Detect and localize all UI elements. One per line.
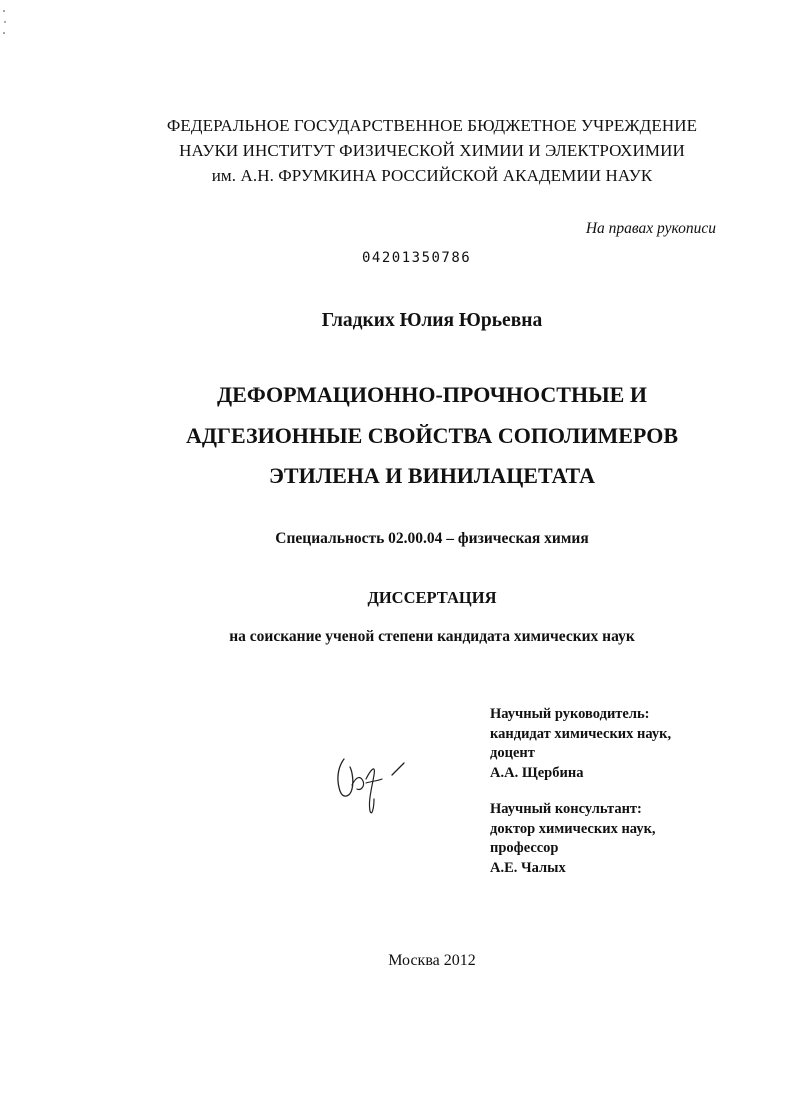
consultant-role: Научный консультант: <box>490 801 642 817</box>
organization-line-2: НАУКИ ИНСТИТУТ ФИЗИЧЕСКОЙ ХИМИИ И ЭЛЕКТРОХИМИИ <box>179 141 685 160</box>
document-type: ДИССЕРТАЦИЯ <box>367 588 497 607</box>
consultant-degree: доктор химических наук, <box>490 820 656 837</box>
supervisor-degree: кандидат химических наук, <box>490 725 672 742</box>
supervisor-name: А.А. Щербина <box>490 764 584 781</box>
supervisor-role: Научный руководитель: <box>490 706 650 722</box>
organization-line-1: ФЕДЕРАЛЬНОЕ ГОСУДАРСТВЕННОЕ БЮДЖЕТНОЕ УЧРЕЖДЕНИЕ <box>166 116 698 135</box>
dissertation-title-line-3: ЭТИЛЕНА И ВИНИЛАЦЕТАТА <box>269 463 595 488</box>
scan-artifact-marks <box>2 8 8 38</box>
document-number: 04201350786 <box>362 250 472 266</box>
degree-sought: на соискание ученой степени кандидата химических наук <box>229 628 635 645</box>
advisors-block <box>490 705 750 878</box>
city-and-year: Москва 2012 <box>388 952 476 969</box>
handwritten-signature <box>330 745 410 820</box>
consultant-block <box>490 800 750 878</box>
supervisor-block <box>490 705 750 783</box>
consultant-name: А.Е. Чалых <box>490 859 566 876</box>
author-name: Гладких Юлия Юрьевна <box>321 310 543 331</box>
dissertation-title-line-1: ДЕФОРМАЦИОННО-ПРОЧНОСТНЫЕ И <box>217 382 647 407</box>
organization-line-3: им. А.Н. ФРУМКИНА РОССИЙСКОЙ АКАДЕМИИ НАУК <box>211 166 653 185</box>
dissertation-title-line-2: АДГЕЗИОННЫЕ СВОЙСТВА СОПОЛИМЕРОВ <box>186 423 678 448</box>
supervisor-rank: доцент <box>490 745 535 761</box>
specialty: Специальность 02.00.04 – физическая химия <box>275 530 589 547</box>
consultant-rank: профессор <box>490 840 559 856</box>
manuscript-rights-note: На правах рукописи <box>585 220 716 237</box>
